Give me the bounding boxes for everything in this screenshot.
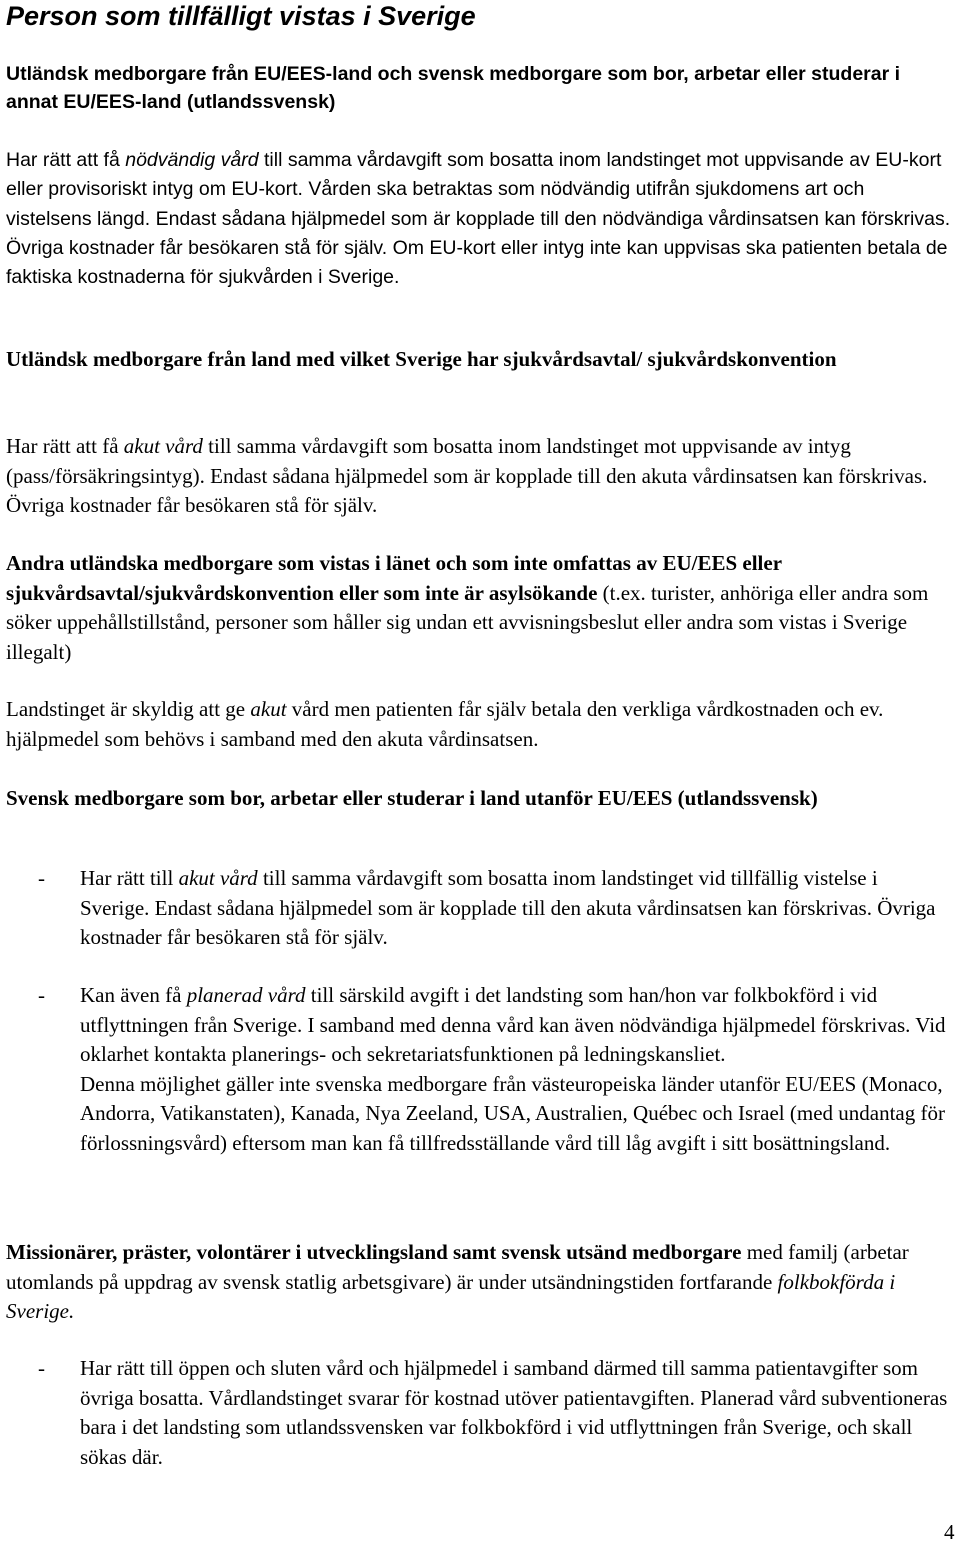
section-missionaries-body: med familj (arbetar utomlands på uppdrag av svensk statlig arbetsgivare) är under utsändningstiden fortfarande <box>6 1240 909 1294</box>
list-dash: - <box>38 1356 45 1380</box>
section-convention-body-emphasis: akut vård <box>123 434 203 458</box>
section-other-foreign-body-rest: vård men patienten får själv betala den verkliga vårdkostnaden och ev. hjälpmedel som behövs i samband med den akuta vårdinsatsen. <box>6 697 884 751</box>
list-item-emphasis: akut vård <box>178 866 258 890</box>
list-dash: - <box>38 866 45 890</box>
section-eu-body-rest: till samma vårdavgift som bosatta inom landstinget mot uppvisande av EU-kort eller provisoriskt intyg om EU-kort. Vården ska betraktas som nödvändig utifrån sjukdomens art och vistelsens längd. Endast sådana hjälpmedel som är kopplade till den nödvändiga vårdinsatsen kan förskrivas. Övriga kostnader får besökaren stå för själv. Om EU-kort eller intyg inte kan uppvisas ska patienten betala de faktiska kostnaderna för sjukvården i Sverige. <box>6 149 951 289</box>
page-number: 4 <box>944 1520 955 1544</box>
list-item-paragraph <box>80 981 952 1070</box>
section-convention-heading: Utländsk medborgare från land med vilket Sverige har sjukvårdsavtal/ sjukvårdskonvention <box>6 347 837 371</box>
section-eu-body-start: Har rätt att få <box>6 149 126 171</box>
page-title: Person som tillfälligt vistas i Sverige <box>6 1 476 31</box>
section-other-foreign-body-start: Landstinget är skyldig att ge <box>6 697 251 721</box>
section-eu-heading: Utländsk medborgare från EU/EES-land och svensk medborgare som bor, arbetar eller studerar i annat EU/EES-land (utlandssvensk) <box>6 63 901 113</box>
list-item-emphasis: planerad vård <box>186 983 306 1007</box>
list-item-text: Har rätt till öppen och sluten vård och hjälpmedel i samband därmed till samma patientavgifter som övriga bosatta. Vårdlandstinget svarar för kostnad utöver patientavgiften. Planerad vård subventioneras bara i det landsting som utlandssvensken var folkbokförd i vid utflyttningen från Sverige, och skall sökas där. <box>80 1356 948 1469</box>
section-missionaries-emphasis: folkbokförda i Sverige. <box>6 1269 896 1323</box>
list-item <box>38 981 952 1158</box>
section-missionaries <box>6 1238 958 1327</box>
section-convention-body-rest: till samma vårdavgift som bosatta inom landstinget mot uppvisande av intyg (pass/försäkringsintyg). Endast sådana hjälpmedel som är kopplade till den akuta vårdinsatsen kan förskrivas. Övriga kostnader får besökaren stå för själv. <box>6 434 928 517</box>
section-other-foreign-heading: Andra utländska medborgare som vistas i länet och som inte omfattas av EU/EES eller sjukvårdsavtal/sjukvårdskonvention eller som inte är asylsökande <box>6 551 782 605</box>
section-other-foreign-body <box>6 695 958 754</box>
list-item-text <box>80 864 952 953</box>
section-missionaries-heading: Missionärer, präster, volontärer i utvecklingsland samt svensk utsänd medborgare <box>6 1240 742 1264</box>
list-item <box>38 864 952 953</box>
list-item-text-rest: till samma vårdavgift som bosatta inom landstinget vid tillfällig vistelse i Sverige. Endast sådana hjälpmedel som är kopplade till den akuta vårdinsatsen kan förskrivas. Övriga kostnader får besökaren stå för själv. <box>80 866 936 949</box>
list-item-text-rest: till särskild avgift i det landsting som han/hon var folkbokförd i vid utflyttningen från Sverige. I samband med denna vård kan även nödvändiga hjälpmedel förskrivas. Vid oklarhet kontakta planerings- och sekretariatsfunktionen på ledningskansliet. <box>80 983 946 1066</box>
list-dash: - <box>38 983 45 1007</box>
section-eu-body <box>6 146 954 292</box>
section-convention-body <box>6 432 958 521</box>
list-item-note: Denna möjlighet gäller inte svenska medborgare från västeuropeiska länder utanför EU/EES (Monaco, Andorra, Vatikanstaten), Kanada, Nya Zeeland, USA, Australien, Québec och Israel (med undantag för förlossningsvård) eftersom man kan få tillfredsställande vård till låg avgift i sitt bosättningsland. <box>80 1071 945 1155</box>
section-other-foreign-examples: (t.ex. turister, anhöriga eller andra som söker uppehållstillstånd, personer som håller sig undan ett avvisningsbeslut eller andra som vistas i Sverige illegalt) <box>6 580 929 664</box>
list-item-text <box>80 981 952 1158</box>
list-item-text-start: Har rätt till <box>80 866 179 890</box>
section-other-foreign <box>6 549 958 667</box>
section-convention-body-start: Har rätt att få <box>6 434 124 458</box>
list-item-text-start: Kan även få <box>80 983 187 1007</box>
section-other-foreign-body-emphasis: akut <box>250 697 287 721</box>
section-eu-body-emphasis: nödvändig vård <box>125 149 259 171</box>
section-expat-heading: Svensk medborgare som bor, arbetar eller studerar i land utanför EU/EES (utlandssvensk) <box>6 786 818 810</box>
list-item <box>38 1354 952 1472</box>
